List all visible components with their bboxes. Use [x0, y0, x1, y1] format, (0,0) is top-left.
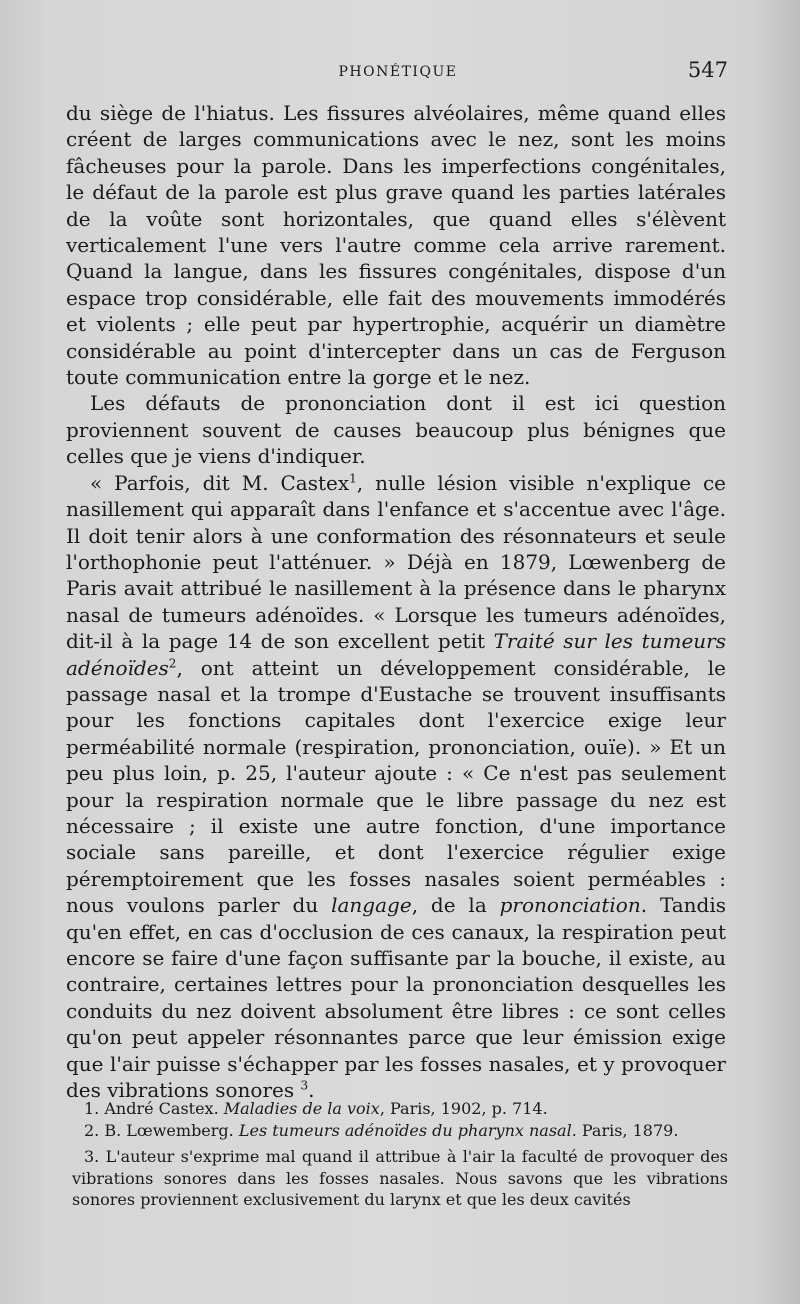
text-segment: , de la [411, 893, 500, 918]
footnote-ref-2: 2 [168, 655, 177, 670]
text-segment: , ont atteint un développement considérable, le passage nasal et la trompe d'Eustache se trouvent insuffisants pour les fonctions capitales dont l'exercice exige leur perméabilité normale (respiration, prononciation, ouïe). » Et un peu plus loin, p. 25, l'auteur ajoute : « Ce n'est pas seulement pour la respiration normale que le libre passage du nez est nécessaire ; il existe une autre fonction, d'une importance sociale sans pareille, et dont l'exercice régulier exige péremptoirement que les fosses nasales soient perméables : nous voulons parler du [66, 655, 726, 918]
footnote-ref-1: 1 [349, 471, 357, 486]
footnote-3: 3. L'auteur s'exprime mal quand il attribue à l'air la faculté de provoquer des vibrations sonores dans les fosses nasales. Nous savons que les vibrations sonores proviennent exclusivement du larynx et que les deux cavités [72, 1147, 728, 1209]
page-number: 547 [687, 58, 728, 82]
text-segment: . [308, 1078, 315, 1103]
footnotes [72, 1098, 728, 1211]
footnote-title: Les tumeurs adénoïdes du pharynx nasal [238, 1120, 572, 1140]
footnote-text: , Paris, 1902, p. 714. [379, 1099, 548, 1118]
text-segment: , nulle lésion visible n'explique ce nasillement qui apparaît dans l'enfance et s'accentue avec l'âge. Il doit tenir alors à une conformation des résonnateurs et seule l'orthophonie peut l'atténuer. » Déjà en 1879, Lœwenberg de Paris avait attribué le nasillement à la présence dans le pharynx nasal de tumeurs adénoïdes. « Lorsque les tumeurs adénoïdes, dit-il à la page 14 de son excellent petit [66, 470, 727, 654]
paragraph-3 [66, 470, 726, 1104]
footnote-2 [72, 1120, 728, 1142]
body-text [66, 100, 726, 1103]
book-title: Traité sur les tumeurs adénoïdes [66, 629, 726, 680]
italic-term: prononciation [499, 893, 641, 918]
footnote-text: 1. André Castex. [84, 1099, 224, 1118]
footnote-text: . Paris, 1879. [571, 1120, 679, 1140]
footnote-title: Maladies de la voix [223, 1099, 380, 1118]
text-segment: « Parfois, dit M. Castex [90, 470, 350, 495]
page-header [68, 58, 728, 88]
running-head: PHONÉTIQUE [338, 64, 458, 80]
footnote-text: 2. B. Lœwemberg. [84, 1120, 239, 1140]
footnote-1 [72, 1098, 728, 1120]
footnote-ref-3: 3 [300, 1078, 309, 1093]
paragraph-1: du siège de l'hiatus. Les fissures alvéolaires, même quand elles créent de larges communications avec le nez, sont les moins fâcheuses pour la parole. Dans les imperfections congénitales, le défaut de la parole est plus grave quand les parties latérales de la voûte sont horizontales, que quand elles s'élèvent verticalement l'une vers l'autre comme cela arrive rarement. Quand la langue, dans les fissures congénitales, dispose d'un espace trop considérable, elle fait des mouvements immodérés et violents ; elle peut par hypertrophie, acquérir un diamètre considérable au point d'intercepter dans un cas de Ferguson toute communication entre la gorge et le nez. [66, 101, 726, 390]
italic-term: langage [331, 893, 412, 918]
text-segment: . Tandis qu'en effet, en cas d'occlusion de ces canaux, la respiration peut encore se faire d'une façon suffisante par la bouche, il existe, au contraire, certaines lettres pour la prononciation desquelles les conduits du nez doivent absolument être libres : ce sont celles qu'on peut appeler résonnantes parce que leur émission exige que l'air puisse s'échapper par les fosses nasales, et y provoquer des vibrations sonores [66, 893, 726, 1103]
paragraph-2: Les défauts de prononciation dont il est ici question proviennent souvent de causes beaucoup plus bénignes que celles que je viens d'indiquer. [66, 391, 726, 469]
